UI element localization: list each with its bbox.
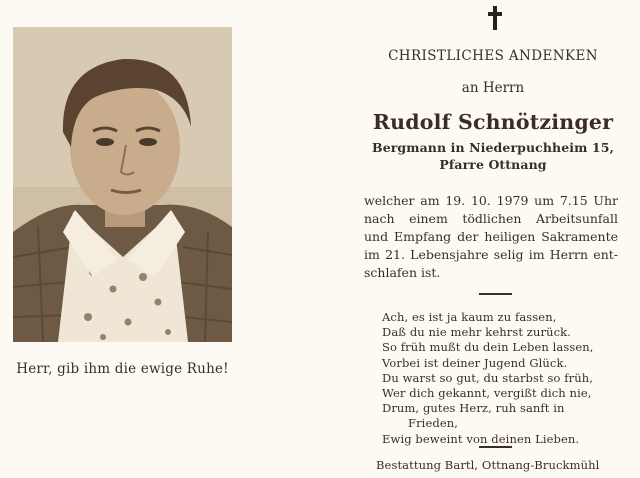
poem-line: Vorbei ist deiner Jugend Glück. bbox=[382, 355, 568, 370]
portrait-photo bbox=[13, 27, 232, 342]
poem-line: Wer dich gekannt, vergißt dich nie, bbox=[382, 386, 592, 401]
notice-line: im 21. Lebensjahre selig im Herrn ent- bbox=[364, 247, 618, 262]
salutation: an Herrn bbox=[461, 80, 525, 96]
poem-line: Du warst so gut, du starbst so früh, bbox=[382, 370, 593, 385]
poem-line: Ach, es ist ja kaum zu fassen, bbox=[382, 310, 557, 324]
poem-line: Frieden, bbox=[408, 416, 458, 431]
funeral-home-credit: Bestattung Bartl, Ottnang-Bruckmühl bbox=[376, 458, 600, 472]
notice-line: nach einem tödlichen Arbeitsunfall bbox=[364, 211, 618, 226]
poem-line: Drum, gutes Herz, ruh sanft in bbox=[382, 401, 565, 416]
notice-line: welcher am 19. 10. 1979 um 7.15 Uhr bbox=[364, 193, 618, 208]
divider bbox=[479, 293, 512, 295]
parish-line: Pfarre Ottnang bbox=[439, 157, 547, 172]
divider bbox=[479, 446, 512, 448]
notice-line: schlafen ist. bbox=[364, 265, 441, 280]
poem-line: Ewig beweint von deinen Lieben. bbox=[382, 431, 580, 446]
deceased-name: Rudolf Schnötzinger bbox=[372, 110, 614, 134]
notice-line: und Empfang der heiligen Sakramente bbox=[364, 229, 618, 244]
occupation-line: Bergmann in Niederpuchheim 15, bbox=[372, 140, 614, 155]
poem-line: Daß du nie mehr kehrst zurück. bbox=[382, 325, 571, 340]
latin-cross-icon bbox=[488, 6, 502, 30]
poem-line: So früh mußt du dein Leben lassen, bbox=[382, 340, 594, 355]
photo-caption: Herr, gib ihm die ewige Ruhe! bbox=[16, 361, 229, 377]
card-heading: CHRISTLICHES ANDENKEN bbox=[388, 48, 598, 64]
death-notice-text bbox=[364, 192, 618, 282]
portrait-illustration bbox=[13, 27, 232, 342]
memorial-poem bbox=[382, 310, 594, 447]
